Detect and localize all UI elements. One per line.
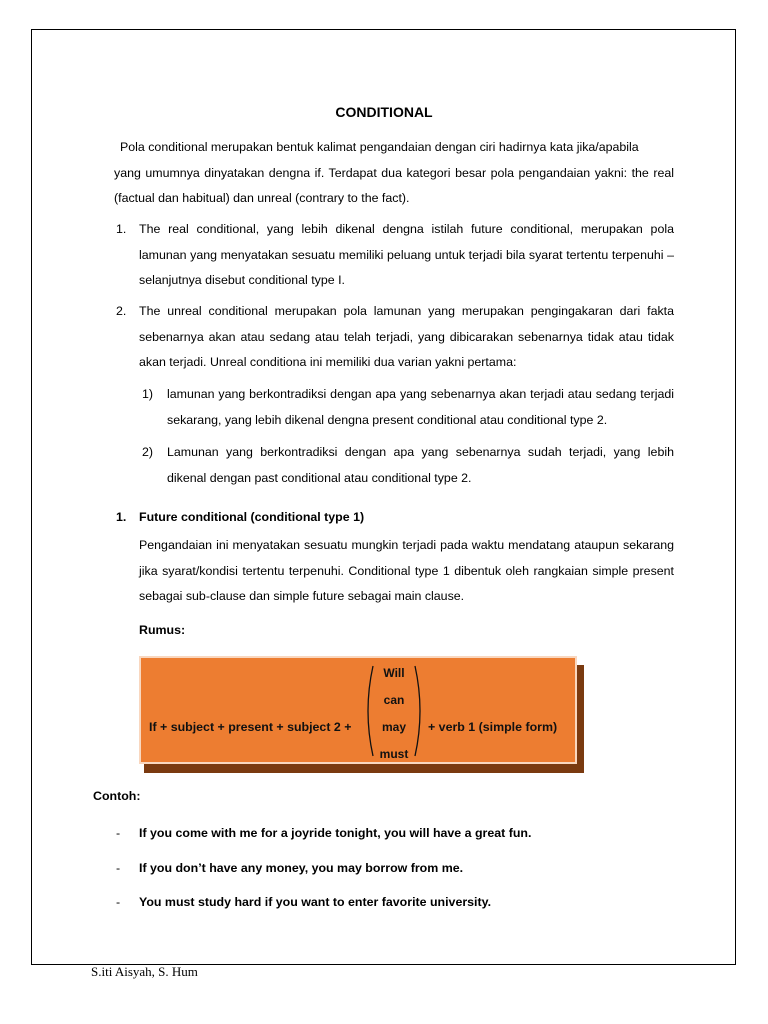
sub-text: Lamunan yang berkontradiksi dengan apa yang sebenarnya sudah terjadi, yang lebih dikenal dengan past conditional atau conditional type 2. [167,445,674,485]
list-number: 2. [116,304,127,318]
heading-number: 1. [116,510,127,524]
contoh-label: Contoh: [93,789,141,803]
intro-rest: yang umumnya dinyatakan dengna if. Terdapat dua kategori besar pola pengandaian yakni: the real (factual dan habitual) dan unreal (contrary to the fact). [114,165,674,205]
formula-box [139,656,577,764]
example-text: If you come with me for a joyride tonight, you will have a great fun. [139,826,532,840]
example-dash: - [116,826,121,840]
rumus-label: Rumus: [139,623,186,637]
intro-first-line: Pola conditional merupakan bentuk kalimat pengandaian dengan ciri hadirnya kata jika/apabila [120,140,639,154]
list-text: The unreal conditional merupakan pola lamunan yang merupakan pengingakaran dari fakta sebenarnya akan atau sedang atau telah terjadi, yang dibicarakan sebenarnya tidak atau tidak akan terjadi. Unreal conditiona ini memiliki dua varian yakni pertama: [139,304,674,369]
list-text: The real conditional, yang lebih dikenal dengna istilah future conditional, merupakan pola lamunan yang menyatakan sesuatu memiliki peluang untuk terjadi bila syarat tertentu terpenuhi – selanjutnya disebut conditional type I. [139,222,674,287]
modal-may: may [381,720,407,734]
sub-text: lamunan yang berkontradiksi dengan apa yang sebenarnya akan terjadi atau sedang terjadi sekarang, yang lebih dikenal dengna present conditional atau conditional type 2. [167,387,674,427]
sub-number: 1) [142,387,154,401]
modal-will: Will [383,666,405,680]
intro-paragraph [114,135,674,212]
modal-can: can [383,693,405,707]
example-dash: - [116,895,121,909]
formula-right-part: + verb 1 (simple form) [428,720,558,734]
future-conditional-paragraph: Pengandaian ini menyatakan sesuatu mungkin terjadi pada waktu mendatang ataupun sekarang jika syarat/kondisi tertentu terpenuhi. Conditional type 1 dibentuk oleh rangkaian simple present sebagai sub-clause dan simple future sebagai main clause. [139,538,674,603]
footer-author: S.iti Aisyah, S. Hum [91,964,198,979]
formula-left-part: If + subject + present + subject 2 + [149,720,352,734]
example-dash: - [116,861,121,875]
modal-must: must [379,747,409,761]
example-text: You must study hard if you want to enter favorite university. [139,895,492,909]
example-text: If you don’t have any money, you may borrow from me. [139,861,464,875]
document-title: CONDITIONAL [335,104,433,120]
heading-text: Future conditional (conditional type 1) [139,510,365,524]
sub-number: 2) [142,445,154,459]
list-number: 1. [116,222,127,236]
